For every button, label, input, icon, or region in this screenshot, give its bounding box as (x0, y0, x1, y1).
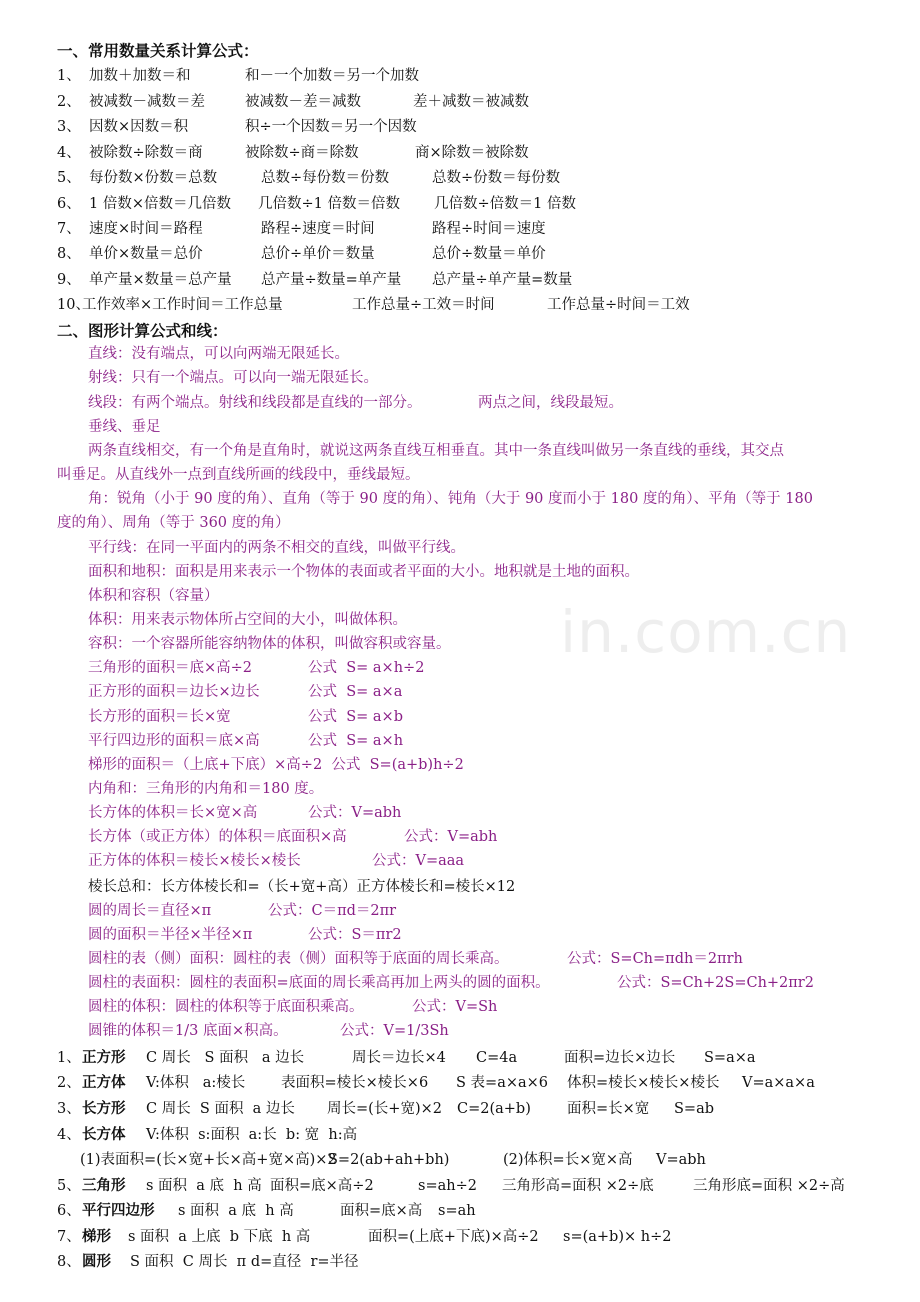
row-number: 8、 (57, 246, 81, 262)
shape-formula-part: 周长=(长+宽)×2 (327, 1101, 442, 1117)
cylinder-surface-formula: 公式：S=Ch+2S=Ch+2πr2 (617, 975, 814, 991)
cuboid-volume: 长方体的体积＝长×宽×高 (88, 805, 258, 821)
shape-formula-part: C=2(a+b) (457, 1101, 531, 1117)
shape-number: 2、 (57, 1075, 81, 1091)
row-number: 9、 (57, 272, 81, 288)
shape-formula-part: s=(a+b)× h÷2 (563, 1229, 672, 1245)
shape-formula-part: V:体积 a:棱长 (146, 1075, 246, 1091)
row-number: 3、 (57, 119, 81, 135)
formula-c: 几倍数÷倍数＝1 倍数 (434, 196, 576, 212)
angle-text-1: 角：锐角（小于 90 度的角）、直角（等于 90 度的角）、钝角（大于 90 度而小于 180 度的角）、平角（等于 180 (88, 491, 813, 507)
segment-definition: 线段：有两个端点。射线和线段都是直线的一部分。 (88, 395, 422, 411)
row-number: 10、 (57, 297, 90, 313)
perpendicular-text-2: 叫垂足。从直线外一点到直线所画的线段中，垂线最短。 (57, 467, 420, 483)
parallel-definition: 平行线：在同一平面内的两条不相交的直线，叫做平行线。 (88, 540, 465, 556)
formula-b: 路程÷速度＝时间 (261, 221, 375, 237)
row-number: 2、 (57, 94, 81, 110)
shape-name: 三角形 (82, 1178, 126, 1194)
formula-a: 因数×因数＝积 (89, 119, 189, 135)
parallelogram-formula: 公式 S= a×h (308, 733, 404, 749)
shape-formula-part: V=abh (656, 1152, 706, 1168)
shape-number: 1、 (57, 1050, 81, 1066)
shape-number: 6、 (57, 1203, 81, 1219)
capacity-definition: 容积：一个容器所能容纳物体的体积，叫做容积或容量。 (88, 636, 451, 652)
triangle-area: 三角形的面积＝底×高÷2 (88, 660, 253, 676)
shape-formula-part: 周长＝边长×4 (352, 1050, 446, 1066)
rectangle-formula: 公式 S= a×b (308, 709, 403, 725)
area-definition: 面积和地积：面积是用来表示一个物体的表面或者平面的大小。地积就是土地的面积。 (88, 564, 639, 580)
shape-formula-part: C=4a (476, 1050, 518, 1066)
cube-volume: 正方体的体积＝棱长×棱长×棱长 (88, 853, 301, 869)
shape-name: 圆形 (82, 1254, 111, 1270)
formula-b: 总数÷每份数＝份数 (261, 170, 390, 186)
triangle-formula: 公式 S= a×h÷2 (308, 660, 425, 676)
shape-formula-part: V:体积 s:面积 a:长 b: 宽 h:高 (146, 1127, 358, 1143)
shape-formula-part: 面积=底×高 (340, 1203, 423, 1219)
formula-b: 工作总量÷工效＝时间 (352, 297, 495, 313)
shape-formula-part: s 面积 a 底 h 高 (178, 1203, 294, 1219)
formula-c: 工作总量÷时间＝工效 (547, 297, 690, 313)
shape-formula-part: 体积=棱长×棱长×棱长 (567, 1075, 720, 1091)
line-definition: 直线：没有端点，可以向两端无限延长。 (88, 346, 349, 362)
formula-a: 加数＋加数＝和 (89, 68, 191, 84)
shape-name: 平行四边形 (82, 1203, 155, 1219)
formula-c: 总产量÷单产量=数量 (432, 272, 573, 288)
row-number: 1、 (57, 68, 81, 84)
shape-formula-part: C 周长 S 面积 a 边长 (146, 1101, 295, 1117)
circle-area-formula: 公式：S＝πr2 (308, 927, 402, 943)
shape-formula-part: S=a×a (704, 1050, 756, 1066)
shape-formula-part: s=ah÷2 (418, 1178, 477, 1194)
shape-formula-part: 三角形底=面积 ×2÷高 (693, 1178, 845, 1194)
formula-a: 被减数－减数＝差 (89, 94, 205, 110)
watermark: in.com.cn (560, 598, 852, 666)
shape-formula-part: s 面积 a 上底 b 下底 h 高 (128, 1229, 311, 1245)
shape-name: 长方形 (82, 1101, 126, 1117)
formula-c: 路程÷时间＝速度 (432, 221, 546, 237)
cuboid-base-formula: 公式：V=abh (404, 829, 498, 845)
trapezoid-area: 梯形的面积＝（上底+下底）×高÷2 公式 S=(a+b)h÷2 (88, 757, 464, 773)
shape-formula-part: 表面积=棱长×棱长×6 (281, 1075, 429, 1091)
volume-definition: 体积：用来表示物体所占空间的大小，叫做体积。 (88, 612, 407, 628)
angle-text-2: 度的角）、周角（等于 360 度的角） (57, 515, 290, 531)
shape-formula-part: V=a×a×a (742, 1075, 815, 1091)
row-number: 7、 (57, 221, 81, 237)
shape-name: 正方形 (82, 1050, 126, 1066)
rectangle-area: 长方形的面积＝长×宽 (88, 709, 231, 725)
formula-a: 单价×数量＝总价 (89, 246, 203, 262)
shape-formula-part: 面积=(上底+下底)×高÷2 (368, 1229, 539, 1245)
formula-b: 被除数÷商＝除数 (245, 145, 359, 161)
formula-b: 总产量÷数量=单产量 (261, 272, 402, 288)
formula-c: 商×除数＝被除数 (415, 145, 529, 161)
section2-title: 二、图形计算公式和线： (57, 322, 228, 340)
cylinder-side-formula: 公式：S=Ch=πdh＝2πrh (567, 951, 743, 967)
cylinder-volume-formula: 公式：V=Sh (412, 999, 498, 1015)
row-number: 4、 (57, 145, 81, 161)
shape-number: 3、 (57, 1101, 81, 1117)
formula-b: 和－一个加数＝另一个加数 (245, 68, 419, 84)
square-formula: 公式 S= a×a (308, 684, 403, 700)
row-number: 5、 (57, 170, 81, 186)
cylinder-volume: 圆柱的体积：圆柱的体积等于底面积乘高。 (88, 999, 364, 1015)
circle-circumference-formula: 公式：C＝πd＝2πr (268, 903, 397, 919)
formula-b: 积÷一个因数＝另一个因数 (245, 119, 417, 135)
cone-volume: 圆锥的体积＝1/3 底面×积高。 (88, 1023, 288, 1039)
parallelogram-area: 平行四边形的面积＝底×高 (88, 733, 260, 749)
segment-note: 两点之间，线段最短。 (478, 395, 623, 411)
perpendicular-title: 垂线、垂足 (88, 419, 161, 435)
shape-number: 8、 (57, 1254, 81, 1270)
shape-name: 长方体 (82, 1127, 126, 1143)
square-area: 正方形的面积＝边长×边长 (88, 684, 260, 700)
formula-b: 几倍数÷1 倍数＝倍数 (258, 196, 400, 212)
shape-number: 5、 (57, 1178, 81, 1194)
shape-formula-part: S 表=a×a×6 (456, 1075, 549, 1091)
shape-number: 7、 (57, 1229, 81, 1245)
formula-b: 总价÷单价＝数量 (261, 246, 375, 262)
formula-a: 被除数÷除数＝商 (89, 145, 203, 161)
formula-b: 被减数－差＝减数 (245, 94, 361, 110)
shape-formula-part: (1)表面积=(长×宽+长×高+宽×高)×2 (80, 1152, 337, 1168)
formula-a: 单产量×数量＝总产量 (89, 272, 232, 288)
shape-formula-part: 面积=长×宽 (567, 1101, 650, 1117)
ray-definition: 射线：只有一个端点。可以向一端无限延长。 (88, 370, 378, 386)
formula-a: 速度×时间＝路程 (89, 221, 203, 237)
formula-a: 工作效率×工作时间＝工作总量 (82, 297, 283, 313)
formula-a: 1 倍数×倍数＝几倍数 (89, 196, 231, 212)
formula-c: 总数÷份数＝每份数 (432, 170, 561, 186)
interior-angle-sum: 内角和：三角形的内角和＝180 度。 (88, 781, 324, 797)
cube-volume-formula: 公式：V=aaa (372, 853, 465, 869)
shape-formula-part: S=2(ab+ah+bh) (328, 1152, 450, 1168)
cylinder-surface-area: 圆柱的表面积：圆柱的表面积=底面的周长乘高再加上两头的圆的面积。 (88, 975, 550, 991)
shape-name: 正方体 (82, 1075, 126, 1091)
section1-title: 一、常用数量关系计算公式： (57, 42, 259, 60)
shape-formula-part: s=ah (438, 1203, 476, 1219)
shape-formula-part: 面积=底×高÷2 (270, 1178, 374, 1194)
cylinder-side-area: 圆柱的表（侧）面积：圆柱的表（侧）面积等于底面的周长乘高。 (88, 951, 509, 967)
circle-circumference: 圆的周长＝直径×π (88, 903, 212, 919)
shape-formula-part: S=ab (674, 1101, 715, 1117)
formula-c: 总价÷数量＝单价 (432, 246, 546, 262)
row-number: 6、 (57, 196, 81, 212)
perpendicular-text-1: 两条直线相交，有一个角是直角时，就说这两条直线互相垂直。其中一条直线叫做另一条直线的垂线，其交点 (88, 443, 784, 459)
shape-formula-part: S 面积 C 周长 π d=直径 r=半径 (130, 1254, 359, 1270)
edge-sum: 棱长总和：长方体棱长和=（长+宽+高）正方体棱长和=棱长×12 (88, 879, 516, 895)
circle-area: 圆的面积＝半径×半径×π (88, 927, 253, 943)
formula-c: 差＋减数＝被减数 (413, 94, 529, 110)
shape-formula-part: s 面积 a 底 h 高 (146, 1178, 262, 1194)
shape-formula-part: 三角形高=面积 ×2÷底 (502, 1178, 654, 1194)
shape-formula-part: (2)体积=长×宽×高 (503, 1152, 633, 1168)
shape-name: 梯形 (82, 1229, 111, 1245)
volume-capacity-title: 体积和容积（容量） (88, 588, 219, 604)
cuboid-base-volume: 长方体（或正方体）的体积＝底面积×高 (88, 829, 347, 845)
cuboid-volume-formula: 公式：V=abh (308, 805, 402, 821)
shape-formula-part: 面积=边长×边长 (564, 1050, 676, 1066)
shape-number: 4、 (57, 1127, 81, 1143)
formula-a: 每份数×份数＝总数 (89, 170, 218, 186)
shape-formula-part: C 周长 S 面积 a 边长 (146, 1050, 305, 1066)
cone-volume-formula: 公式：V=1/3Sh (340, 1023, 449, 1039)
